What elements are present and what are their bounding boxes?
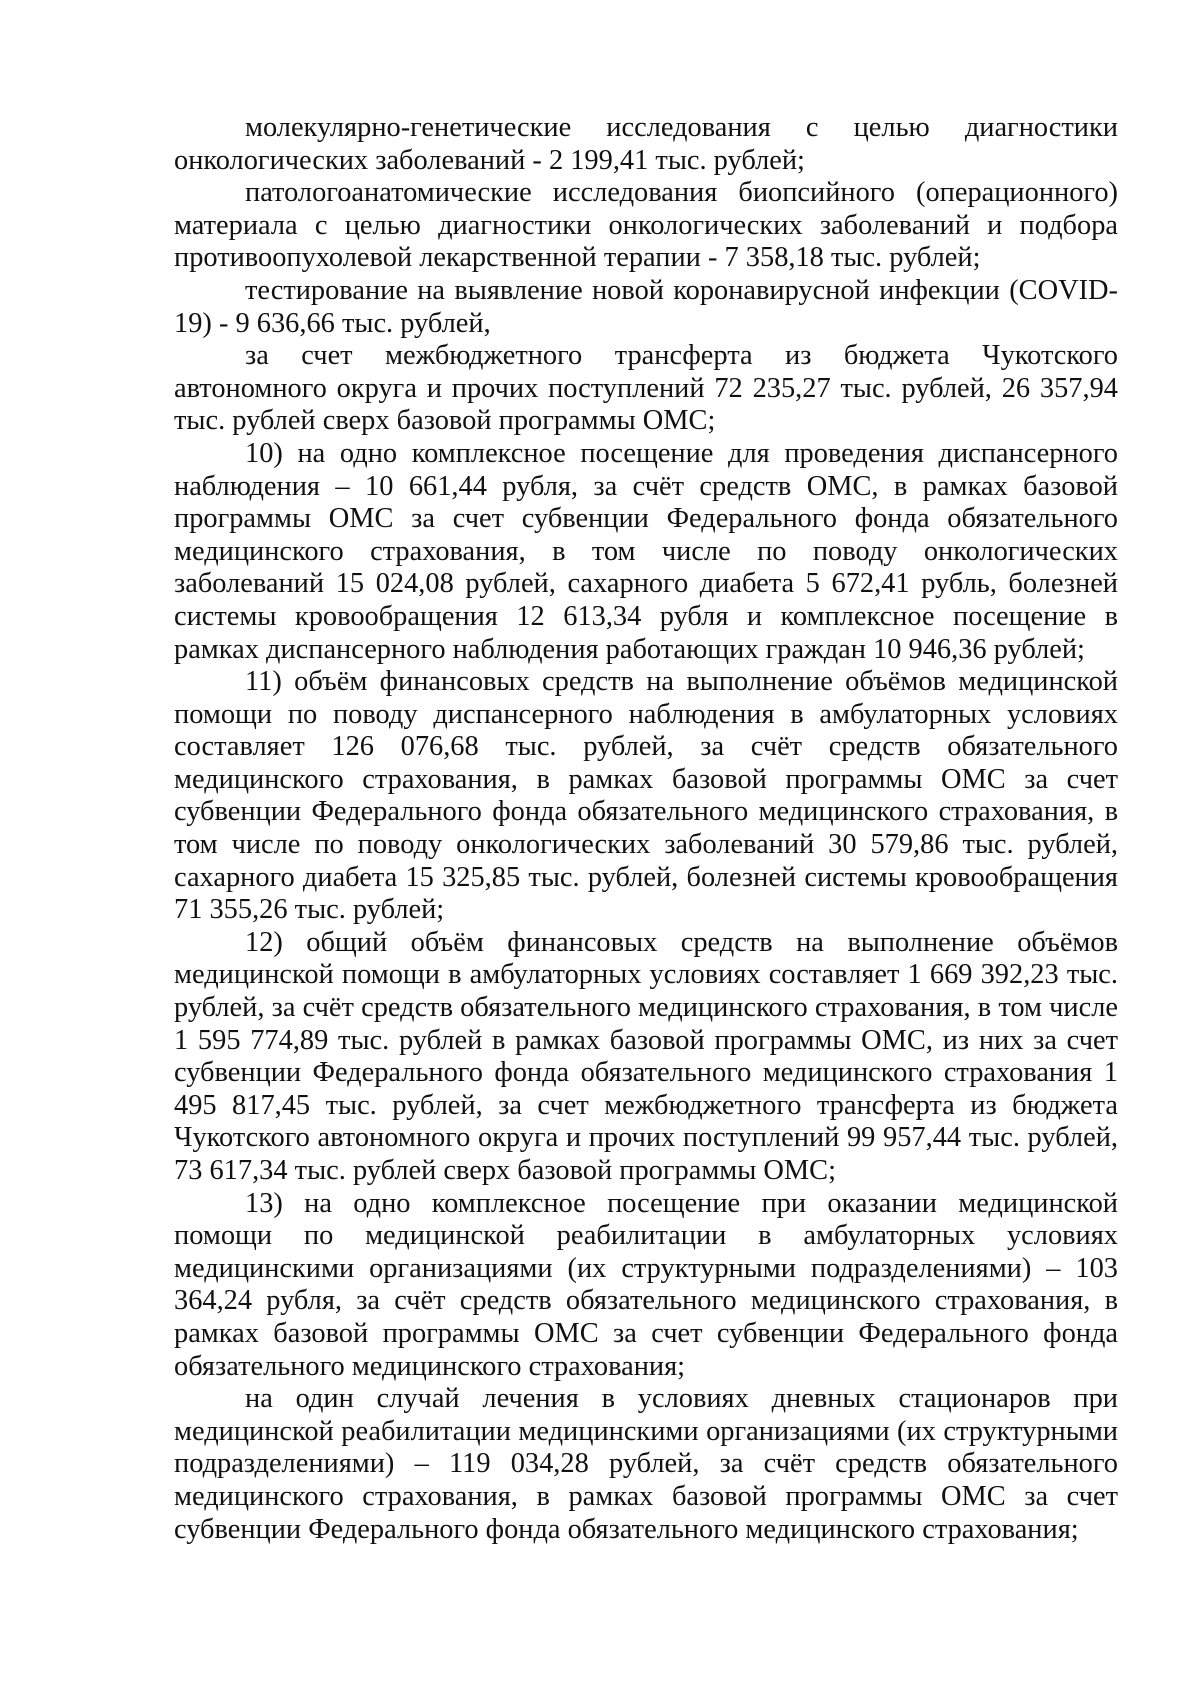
paragraph-item-11: 11) объём финансовых средств на выполнение объёмов медицинской помощи по поводу диспансерного наблюдения в амбулаторных условиях составляет 126 076,68 тыс. рублей, за счёт средств обязательного медицинского страхования, в рамках базовой программы ОМС за счет субвенции Федерального фонда обязательного медицинского страхования, в том числе по поводу онкологических заболеваний 30 579,86 тыс. рублей, сахарного диабета 15 325,85 тыс. рублей, болезней системы кровообращения 71 355,26 тыс. рублей;	[174, 666, 1118, 926]
paragraph-interbudget-transfer: за счет межбюджетного трансферта из бюджета Чукотского автономного округа и прочих поступлений 72 235,27 тыс. рублей, 26 357,94 тыс. рублей сверх базовой программы ОМС;	[174, 340, 1118, 437]
paragraph-molecular-genetic: молекулярно-генетические исследования с целью диагностики онкологических заболеваний - 2 199,41 тыс. рублей;	[174, 112, 1118, 176]
paragraph-covid-testing: тестирование на выявление новой коронавирусной инфекции (COVID-19) - 9 636,66 тыс. рублей,	[174, 274, 1118, 339]
paragraph-item-12: 12) общий объём финансовых средств на выполнение объёмов медицинской помощи в амбулаторных условиях составляет 1 669 392,23 тыс. рублей, за счёт средств обязательного медицинского страхования, в том числе 1 595 774,89 тыс. рублей в рамках базовой программы ОМС, из них за счет субвенции Федерального фонда обязательного медицинского страхования 1 495 817,45 тыс. рублей, за счет межбюджетного трансферта из бюджета Чукотского автономного округа и прочих поступлений 99 957,44 тыс. рублей, 73 617,34 тыс. рублей сверх базовой программы ОМС;	[174, 926, 1118, 1186]
paragraph-day-hospital-rehab: на один случай лечения в условиях дневных стационаров при медицинской реабилитации медицинскими организациями (их структурными подразделениями) – 119 034,28 рублей, за счёт средств обязательного медицинского страхования, в рамках базовой программы ОМС за счет субвенции Федерального фонда обязательного медицинского страхования;	[174, 1383, 1118, 1545]
paragraph-pathology: патологоанатомические исследования биопсийного (операционного) материала с целью диагностики онкологических заболеваний и подбора противоопухолевой лекарственной терапии - 7 358,18 тыс. рублей;	[174, 177, 1118, 274]
paragraph-item-10: 10) на одно комплексное посещение для проведения диспансерного наблюдения – 10 661,44 рубля, за счёт средств ОМС, в рамках базовой программы ОМС за счет субвенции Федерального фонда обязательного медицинского страхования, в том числе по поводу онкологических заболеваний 15 024,08 рублей, сахарного диабета 5 672,41 рубль, болезней системы кровообращения 12 613,34 рубля и комплексное посещение в рамках диспансерного наблюдения работающих граждан 10 946,36 рублей;	[174, 437, 1118, 665]
paragraph-item-13: 13) на одно комплексное посещение при оказании медицинской помощи по медицинской реабилитации в амбулаторных условиях медицинскими организациями (их структурными подразделениями) – 103 364,24 рубля, за счёт средств обязательного медицинского страхования, в рамках базовой программы ОМС за счет субвенции Федерального фонда обязательного медицинского страхования;	[174, 1187, 1118, 1382]
document-page	[174, 112, 1118, 1546]
